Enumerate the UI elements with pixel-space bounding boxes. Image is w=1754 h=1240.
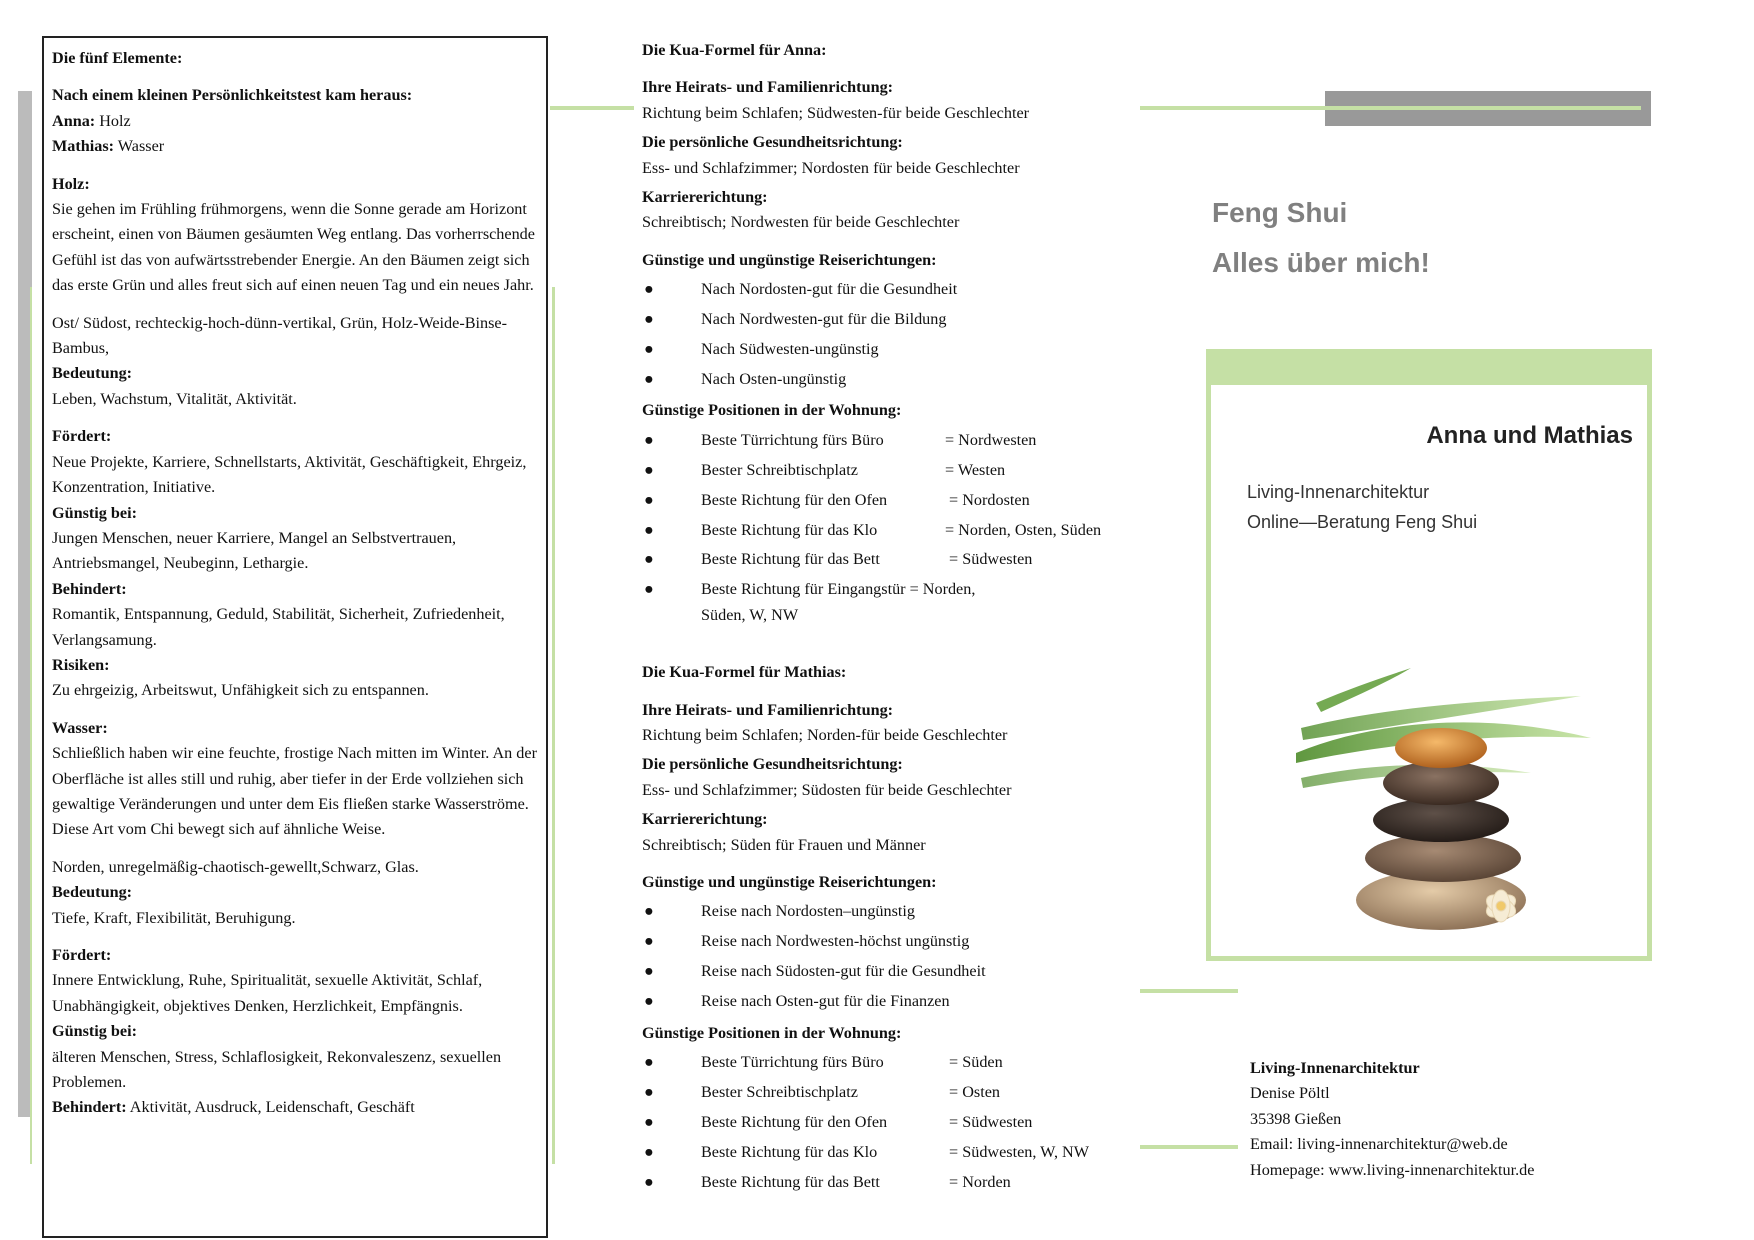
holz-attributes: Ost/ Südost, rechteckig-hoch-dünn-vertikal, Grün, Holz-Weide-Binse-Bambus, xyxy=(52,313,507,358)
wasser-guenstig: älteren Menschen, Stress, Schlaflosigkeit, Rekonvaleszenz, sexuellen Problemen. xyxy=(52,1047,502,1092)
cover-title xyxy=(1212,188,1430,288)
list-item: ● Reise nach Nordwesten-höchst ungünstig xyxy=(644,932,970,951)
anna-heirat-label: Ihre Heirats- und Familienrichtung: xyxy=(642,78,894,97)
list-item: ● Beste Richtung für Eingangstür = Norden, Süden, W, NW xyxy=(644,580,976,624)
kua-anna-heading: Die Kua-Formel für Anna: xyxy=(642,41,827,59)
list-item: ● Beste Richtung für das Klo = Norden, Osten, Süden xyxy=(644,520,1102,539)
card-subtitle xyxy=(1247,477,1477,537)
card-service: Online—Beratung Feng Shui xyxy=(1247,512,1478,532)
holz-text: Sie gehen im Frühling frühmorgens, wenn die Sonne gerade am Horizont erscheint, einen von Bäumen gesäumten Weg entlang. Das vorherrschende Gefühl ist das von aufwärtsstrebender Energie. An den Bäumen zeigt sich das erste Grün und alles freut sich auf einen neuen Tag und ein neues Jahr. xyxy=(52,200,535,295)
list-item: ● Beste Richtung für das Klo = Südwesten, W, NW xyxy=(644,1142,1090,1161)
contact-company: Living-Innenarchitektur xyxy=(1250,1059,1420,1077)
anna-gesund: Ess- und Schlafzimmer; Nordosten für beide Geschlechter xyxy=(642,158,1020,177)
list-item: ● Beste Richtung für das Bett = Südwesten xyxy=(644,550,1033,569)
mathias-heirat: Richtung beim Schlafen; Norden-für beide Geschlechter xyxy=(642,725,1008,744)
list-item: ● Beste Richtung für den Ofen = Südwesten xyxy=(644,1112,1033,1131)
holz-risiken: Zu ehrgeizig, Arbeitswut, Unfähigkeit sich zu entspannen. xyxy=(52,681,429,700)
mathias-gesund: Ess- und Schlafzimmer; Südosten für beide Geschlechter xyxy=(642,780,1012,799)
mathias-heirat-label: Ihre Heirats- und Familienrichtung: xyxy=(642,700,894,719)
wasser-behindert: Behindert: Aktivität, Ausdruck, Leidenschaft, Geschäft xyxy=(52,1098,415,1117)
wasser-heading: Wasser: xyxy=(52,718,108,737)
mathias-reise-label: Günstige und ungünstige Reiserichtungen: xyxy=(642,872,937,891)
wasser-bedeutung: Tiefe, Kraft, Flexibilität, Beruhigung. xyxy=(52,908,296,927)
holz-risiken-label: Risiken: xyxy=(52,655,110,674)
contact-city: 35398 Gießen xyxy=(1250,1109,1342,1128)
list-item: ● Beste Richtung für den Ofen = Nordosten xyxy=(644,490,1030,509)
wasser-text: Schließlich haben wir eine feuchte, frostige Nach mitten im Winter. An der Oberfläche ist alles still und ruhig, aber tiefer in der Erde vollziehen sich gewaltige Veränderungen und unter dem Eis fließen starke Wasserströme. Diese Art vom Chi bewegt sich auf ähnliche Weise. xyxy=(52,744,537,839)
anna-reise-label: Günstige und ungünstige Reiserichtungen: xyxy=(642,250,937,269)
list-item: ● Bester Schreibtischplatz = Osten xyxy=(644,1082,1000,1101)
contact-name: Denise Pöltl xyxy=(1250,1084,1330,1103)
title-alles-ueber-mich: Alles über mich! xyxy=(1212,247,1430,278)
list-item: ● Beste Richtung für das Bett = Norden xyxy=(644,1172,1011,1191)
card-name: Anna und Mathias xyxy=(1426,422,1633,449)
wasser-attributes: Norden, unregelmäßig-chaotisch-gewellt,Schwarz, Glas. xyxy=(52,857,419,876)
green-rule-mid xyxy=(1140,989,1238,993)
list-item: ● Nach Nordosten-gut für die Gesundheit xyxy=(644,280,958,299)
anna-karriere-label: Karriererichtung: xyxy=(642,188,768,207)
green-rule-header xyxy=(1325,106,1641,110)
mathias-element: Mathias: Wasser xyxy=(52,137,165,156)
holz-bedeutung: Leben, Wachstum, Vitalität, Aktivität. xyxy=(52,389,297,408)
cover-card xyxy=(1206,349,1652,961)
wasser-foerdert: Innere Entwicklung, Ruhe, Spiritualität, sexuelle Aktivität, Schlaf, Unabhängigkeit, objektives Denken, Herzlichkeit, Empfängnis. xyxy=(52,971,483,1015)
mathias-positionen-list xyxy=(642,1050,1142,1195)
holz-guenstig-label: Günstig bei: xyxy=(52,503,138,522)
card-company: Living-Innenarchitektur xyxy=(1247,482,1430,502)
green-frame-right xyxy=(552,287,555,1164)
list-item: ● Nach Südwesten-ungünstig xyxy=(644,340,879,359)
anna-heirat: Richtung beim Schlafen; Südwesten-für beide Geschlechter xyxy=(642,103,1030,122)
contact-block xyxy=(1250,1056,1534,1183)
holz-heading: Holz: xyxy=(52,174,90,193)
list-item: ● Reise nach Nordosten–ungünstig xyxy=(644,902,916,921)
test-result-heading: Nach einem kleinen Persönlichkeitstest kam heraus: xyxy=(52,86,413,105)
mathias-karriere: Schreibtisch; Süden für Frauen und Männer xyxy=(642,835,926,854)
kua-mathias-heading: Die Kua-Formel für Mathias: xyxy=(642,663,847,682)
elements-panel xyxy=(42,36,548,1238)
wasser-guenstig-label: Günstig bei: xyxy=(52,1022,138,1041)
list-item: ● Beste Türrichtung fürs Büro = Nordwesten xyxy=(644,430,1037,449)
list-item: ● Nach Osten-ungünstig xyxy=(644,369,847,388)
list-item: ● Bester Schreibtischplatz = Westen xyxy=(644,460,1006,479)
holz-foerdert-label: Fördert: xyxy=(52,427,112,446)
wasser-bedeutung-label: Bedeutung: xyxy=(52,883,133,902)
holz-foerdert: Neue Projekte, Karriere, Schnellstarts, Aktivität, Geschäftigkeit, Ehrgeiz, Konzentration, Initiative. xyxy=(52,452,527,497)
mathias-reise-list xyxy=(642,899,1142,1014)
anna-karriere: Schreibtisch; Nordwesten für beide Geschlechter xyxy=(642,213,960,232)
wasser-foerdert-label: Fördert: xyxy=(52,946,112,964)
mathias-karriere-label: Karriererichtung: xyxy=(642,810,768,829)
list-item: ● Reise nach Osten-gut für die Finanzen xyxy=(644,992,950,1011)
holz-guenstig: Jungen Menschen, neuer Karriere, Mangel an Selbstvertrauen, Antriebsmangel, Neubeginn, Lethargie. xyxy=(52,528,457,573)
anna-element: Anna: Holz xyxy=(52,111,131,130)
green-rule-bottom xyxy=(1140,1145,1238,1149)
kua-panel xyxy=(642,38,1142,1199)
holz-bedeutung-label: Bedeutung: xyxy=(52,364,133,383)
holz-behindert-label: Behindert: xyxy=(52,579,127,598)
mathias-gesund-label: Die persönliche Gesundheitsrichtung: xyxy=(642,755,903,774)
anna-positionen-label: Günstige Positionen in der Wohnung: xyxy=(642,401,902,420)
list-item: ● Reise nach Südosten-gut für die Gesundheit xyxy=(644,962,986,981)
mathias-positionen-label: Günstige Positionen in der Wohnung: xyxy=(642,1023,902,1042)
zen-stones-image xyxy=(1291,638,1591,938)
anna-reise-list xyxy=(642,277,1142,392)
list-item: ● Nach Nordwesten-gut für die Bildung xyxy=(644,310,947,329)
green-rule-top-left xyxy=(550,106,634,110)
list-item: ● Beste Türrichtung fürs Büro = Süden xyxy=(644,1052,1003,1071)
contact-homepage[interactable]: Homepage: www.living-innenarchitektur.de xyxy=(1250,1160,1535,1179)
elements-heading: Die fünf Elemente: xyxy=(52,49,183,67)
anna-gesund-label: Die persönliche Gesundheitsrichtung: xyxy=(642,133,903,152)
contact-email[interactable]: Email: living-innenarchitektur@web.de xyxy=(1250,1135,1508,1154)
title-feng-shui: Feng Shui xyxy=(1212,197,1348,228)
green-frame-left xyxy=(30,287,32,1164)
anna-positionen-list xyxy=(642,428,1142,628)
holz-behindert: Romantik, Entspannung, Geduld, Stabilität, Sicherheit, Zufriedenheit, Verlangsamung. xyxy=(52,605,505,649)
